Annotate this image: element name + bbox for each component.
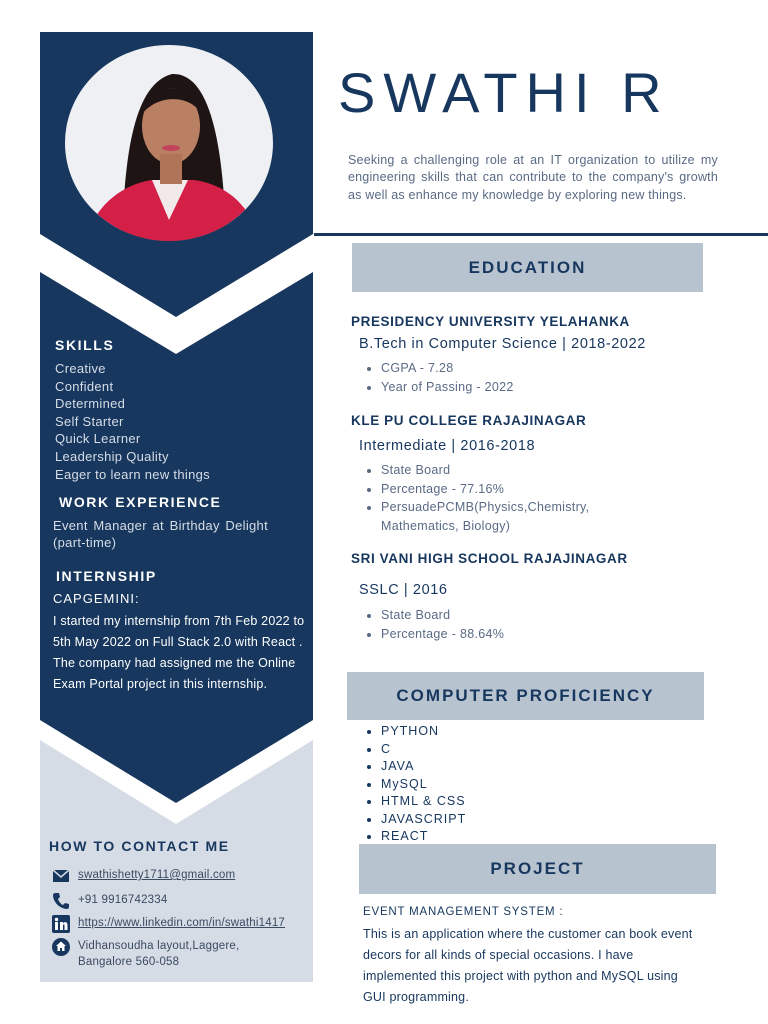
skill-item: Self Starter bbox=[55, 413, 124, 429]
internship-text: I started my internship from 7th Feb 2022 to 5th May 2022 on Full Stack 2.0 with React . The company had assigned me the Online Exam Portal project in this internship. bbox=[53, 614, 305, 691]
skills-list bbox=[55, 360, 210, 483]
proficiency-heading: COMPUTER PROFICIENCY bbox=[347, 672, 704, 720]
candidate-name: SWATHI R bbox=[338, 61, 670, 124]
project-title: EVENT MANAGEMENT SYSTEM : bbox=[363, 906, 564, 918]
contact-address: Vidhansoudha layout,Laggere, Bangalore 560-058 bbox=[78, 940, 240, 968]
education-institution: PRESIDENCY UNIVERSITY YELAHANKA bbox=[351, 314, 630, 329]
education-degree: SSLC | 2016 bbox=[359, 582, 448, 598]
list-item: • PYTHON bbox=[381, 723, 681, 741]
education-details bbox=[365, 606, 681, 643]
list-item: • State Board bbox=[381, 606, 681, 625]
contact-address-row bbox=[52, 938, 278, 970]
phone-icon bbox=[52, 892, 70, 910]
skill-item: Quick Learner bbox=[55, 431, 141, 447]
skill-item: Determined bbox=[55, 396, 126, 412]
internship-company: CAPGEMINI: bbox=[53, 591, 140, 606]
profile-photo bbox=[64, 44, 274, 242]
list-item: • Percentage - 88.64% bbox=[381, 625, 681, 644]
contact-heading: HOW TO CONTACT ME bbox=[49, 838, 230, 854]
contact-email-row[interactable] bbox=[52, 867, 235, 885]
skill-item: Confident bbox=[55, 378, 114, 394]
list-item: • REACT bbox=[381, 828, 681, 846]
contact-phone-row bbox=[52, 892, 167, 910]
objective-text: Seeking a challenging role at an IT organization to utilize my engineering skills that can contribute to the company's growth as well as enhance my knowledge by exploring new things. bbox=[348, 153, 718, 202]
work-text: Event Manager at Birthday Delight (part-time) bbox=[53, 518, 268, 550]
education-institution: SRI VANI HIGH SCHOOL RAJAJINAGAR bbox=[351, 551, 628, 566]
contact-email[interactable]: swathishetty1711@gmail.com bbox=[78, 869, 236, 881]
linkedin-icon bbox=[52, 915, 70, 933]
education-details bbox=[365, 359, 681, 396]
skill-item: Creative bbox=[55, 361, 106, 376]
home-icon bbox=[52, 938, 70, 956]
skill-item: Eager to learn new things bbox=[55, 466, 210, 482]
skill-item: Leadership Quality bbox=[55, 448, 169, 464]
contact-phone: +91 9916742334 bbox=[78, 894, 168, 906]
list-item: • JAVASCRIPT bbox=[381, 811, 681, 829]
list-item: • C bbox=[381, 741, 681, 759]
project-description: This is an application where the customer can book event decors for all kinds of special occasions. I have implemented this project with python and MySQL using GUI programming. bbox=[363, 927, 693, 1004]
mail-icon bbox=[52, 867, 70, 885]
education-degree: B.Tech in Computer Science | 2018-2022 bbox=[359, 336, 646, 352]
proficiency-list bbox=[365, 723, 681, 846]
project-heading: PROJECT bbox=[359, 844, 716, 894]
list-item: • JAVA bbox=[381, 758, 681, 776]
contact-linkedin[interactable]: https://www.linkedin.com/in/swathi1417 bbox=[78, 917, 286, 929]
list-item: • Percentage - 77.16% bbox=[381, 480, 651, 499]
skills-heading: SKILLS bbox=[55, 337, 115, 353]
list-item: • Year of Passing - 2022 bbox=[381, 378, 681, 397]
education-degree: Intermediate | 2016-2018 bbox=[359, 438, 536, 454]
contact-linkedin-row[interactable] bbox=[52, 915, 285, 933]
list-item: • MySQL bbox=[381, 776, 681, 794]
internship-heading: INTERNSHIP bbox=[56, 568, 157, 584]
education-details bbox=[365, 461, 651, 535]
education-heading: EDUCATION bbox=[352, 243, 703, 292]
header-divider bbox=[314, 233, 768, 236]
list-item: • HTML & CSS bbox=[381, 793, 681, 811]
list-item: • State Board bbox=[381, 461, 651, 480]
list-item: • CGPA - 7.28 bbox=[381, 359, 681, 378]
work-heading: WORK EXPERIENCE bbox=[59, 494, 222, 510]
list-item: • PersuadePCMB(Physics,Chemistry, Mathematics, Biology) bbox=[381, 498, 651, 535]
education-institution: KLE PU COLLEGE RAJAJINAGAR bbox=[351, 413, 587, 428]
